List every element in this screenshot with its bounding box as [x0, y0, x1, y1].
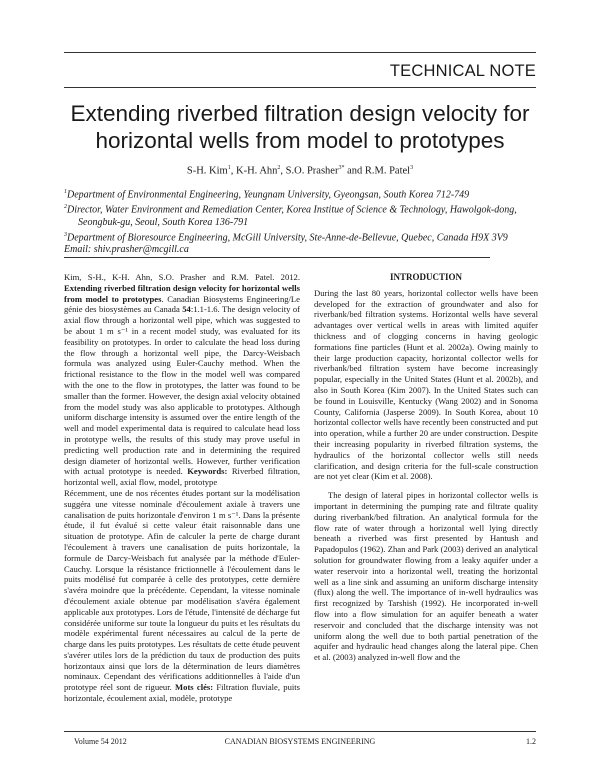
keywords: Riverbed filtration, horizontal well, axial flow, model, prototype — [64, 466, 300, 488]
abstract-english: Kim, S-H., K-H. Ahn, S.O. Prasher and R.M. Patel. 2012. Extending riverbed filtration design velocity for horizontal wells from model to prototypes. Canadian Biosystems Engineering/Le génie des biosystèmes au Canada 54:1.1-1.6. The design velocity of axial flow through a horizontal well pipe, which was suggested to be about 1 m s⁻¹ in a recent model study, was evaluated for its feasibility on prototypes. In order to calculate the head loss during the flow through a horizontal well pipe, the Darcy-Weisbach formula was analyzed using Euler-Cauchy method. When the frictional resistance to the flow in the model well was compared with the one to the flow in prototypes, the latter was found to be smaller than the former. However, the design axial velocity obtained from the model study was also applicable to prototypes. Although uniform discharge intensity is assumed over the entire length of the well and model experimental data is required to calculate head loss in prototype wells, the results of this study may prove useful in predicting well production rate and in determining the required design diameter of horizontal wells. However, further verification with actual prototype is needed. Keywords: Riverbed filtration, horizontal well, axial flow, model, prototype — [64, 272, 300, 488]
paragraph: The design of lateral pipes in horizontal collector wells is important in determining the pumping rate and filtrate quality during riverbank/bed filtration. An analytical formula for the flow rate of water through a horizontal well lying directly beneath a riverbed was first presented by Hantush and Papadopulos (1962). Zhan and Park (2003) derived an analytical solution for groundwater flowing from a leaky aquifer under a water reservoir into a horizontal well, treating the horizontal well as a line sink and assuming an uniform discharge intensity (flux) along the well. The importance of in-well hydraulics was first recognized by Tarshish (1992). He incorporated in-well flow into a flow simulation for an aquifer beneath a water reservoir and concluded that the discharge intensity was not uniform along the well due to both partial penetration of the aquifer and hydraulic head changes along the lateral pipe. Chen et al. (2003) analyzed in-well flow and the — [314, 490, 538, 663]
affiliation: $^2$Director, Water Environment and Remediation Center, Korea Institue of Science & Technology, Hawolgok-dong, Seongbuk-gu, Seoul, South Korea 136-791 — [64, 204, 517, 228]
footer-volume: Volume 54 2012 — [74, 737, 127, 746]
author-affiliation-mark: 3 — [410, 165, 414, 171]
author-affiliation-mark: 1 — [227, 165, 231, 171]
abstract-french: Récemment, une de nos récentes études portant sur la modélisation suggéra une vitesse nominale d'écoulement axiale à travers une canalisation de puits horizontale d'environ 1 m s⁻¹. Dans la présente étude, il fut évalué si cette valeur était raisonnable dans une situation de prototype. Afin de calculer la perte de charge durant l'écoulement à travers une canalisation de puits horizontale, la formule de Darcy-Weisbach fut analysée par la méthode d'Euler-Cauchy. Lorsque la résistance frictionnelle à l'écoulement dans le puits modélisé fut comparée à celle des prototypes, cette dernière s'avéra moindre que la précédente. Cependant, la vitesse nominale d'écoulement axiale obtenue par modélisation s'avéra également applicable aux prototypes. Lors de l'étude, l'intensité de décharge fut considérée uniforme sur toute la longueur du puits et les résultats du modèle expérimental furent nécessaires au calcul de la perte de charge dans les puits prototypes. Les résultats de cette étude peuvent s'avérer utiles lors de la prédiction du taux de production des puits horizontaux ainsi que lors de la détermination de leurs diamètres nominaux. Cependant des vérifications additionnelles à l'aide d'un prototype réel sont de rigueur. Mots clés: Filtration fluviale, puits horizontale, écoulement axial, modèle, prototype — [64, 487, 300, 704]
author-list: S-H. Kim$^1$, K-H. Ahn$^2$, S.O. Prasher$^{3*}$ and R.M. Patel$^3$ — [186, 165, 414, 177]
affiliation-list — [64, 186, 544, 256]
author-name: K-H. Ahn — [235, 165, 278, 177]
affiliation: $^1$Department of Environmental Engineering, Yeungnam University, Gyeongsan, South Korea 712-749 — [64, 189, 470, 201]
author-affiliation-mark: 2 — [277, 165, 281, 171]
abstract-column — [64, 272, 300, 704]
affiliation-rule — [64, 257, 490, 258]
mots-cles: Filtration fluviale, puits horizontale, écoulement axial, modèle, prototype — [64, 682, 300, 704]
author-name: S-H. Kim — [186, 165, 228, 177]
footer-page-number: 1.2 — [526, 737, 536, 746]
paragraph: During the last 80 years, horizontal collector wells have been developed for the extraction of groundwater and also for riverbank/bed filtration systems. Horizontal wells have several advantages over vertical wells in areas with limited aquifer thickness and of clogging concerns in having geologic formations fine particles (Hunt et al. 2002a). Owing mainly to their large production capacity, horizontal collector wells for riverbank/bed filtration system have become increasingly popular, especially in the United States (Hunt et al. 2002b), and also in South Korea (Kim 2007). In the United States such can be found in Louisville, Kentucky (Wang 2002) and in Sonoma County, California (Jasperse 2009). In South Korea, about 10 horizontal collector wells have recently been constructed and put into operation, while a further 20 are under construction. Despite their increasing popularity in riverbed filtration systems, the hydraulics of the horizontal collector wells still needs clarification, and design criteria for the full-scale construction are not yet clear (Kim et al. 2008). — [314, 287, 538, 482]
introduction-column — [314, 272, 538, 663]
affiliation: $^3$Department of Bioresource Engineering, McGill University, Ste-Anne-de-Bellevue, Quebec, Canada H9X 3V9 — [64, 231, 508, 243]
top-rule — [64, 52, 536, 53]
section-label: TECHNICAL NOTE — [389, 62, 536, 80]
keywords-label: Keywords: — [187, 466, 228, 477]
header-rule — [64, 87, 536, 88]
citation-title: Extending riverbed filtration design velocity for horizontal wells from model to prototypes — [64, 282, 300, 304]
corresponding-email: Email: shiv.prasher@mcgill.ca — [64, 243, 189, 255]
article-title: Extending riverbed filtration design velocity for horizontal wells from model to prototypes — [70, 101, 530, 153]
author-name: R.M. Patel — [364, 165, 411, 177]
footer-rule — [64, 731, 536, 732]
author-name: S.O. Prasher — [285, 165, 339, 177]
footer-journal: CANADIAN BIOSYSTEMS ENGINEERING — [224, 737, 376, 746]
author-affiliation-mark: 3* — [338, 165, 345, 171]
mots-cles-label: Mots clés: — [175, 682, 214, 693]
section-heading: INTRODUCTION — [389, 272, 462, 282]
